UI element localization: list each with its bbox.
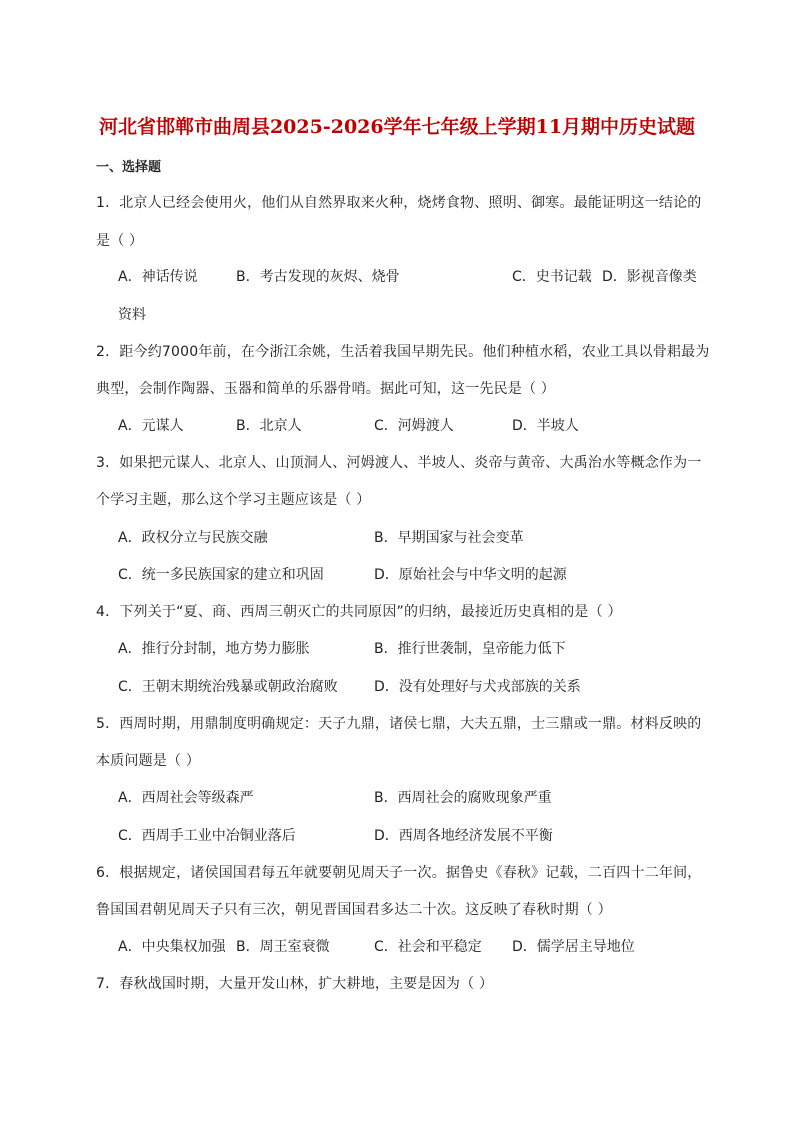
question-3-option-d: D．原始社会与中华文明的起源 (374, 567, 567, 583)
question-4-option-d: D．没有处理好与犬戎部族的关系 (374, 679, 581, 695)
question-6-stem-line2: 鲁国国君朝见周天子只有三次，朝见晋国国君多达二十次。这反映了春秋时期（ ） (96, 902, 612, 918)
question-3-stem-line1: 3．如果把元谋人、北京人、山顶洞人、河姆渡人、半坡人、炎帝与黄帝、大禹治水等概念作为一 (96, 455, 702, 471)
question-5-stem-line2: 本质问题是（ ） (96, 753, 201, 769)
question-2-stem-line2: 典型，会制作陶器、玉器和简单的乐器骨哨。据此可知，这一先民是（ ） (96, 381, 556, 397)
question-5-option-c: C．西周手工业中冶铜业落后 (118, 828, 296, 844)
question-7-stem-line1: 7．春秋战国时期，大量开发山林，扩大耕地，主要是因为（ ） (96, 976, 494, 992)
question-2-option-d: D．半坡人 (512, 418, 579, 434)
page-title: 河北省邯郸市曲周县2025-2026学年七年级上学期11月期中历史试题 (98, 116, 696, 138)
question-5-stem-line1: 5．西周时期，用鼎制度明确规定：天子九鼎，诸侯七鼎，大夫五鼎，士三鼎或一鼎。材料反映的 (96, 716, 702, 732)
question-3-option-a: A．政权分立与民族交融 (118, 530, 268, 546)
question-3-option-b: B．早期国家与社会变革 (374, 530, 524, 546)
question-1-option-d: D．影视音像类 (602, 269, 697, 285)
question-1-stem-line1: 1．北京人已经会使用火，他们从自然界取来火种，烧烤食物、照明、御寒。最能证明这一结论的 (96, 195, 702, 211)
question-6-option-b: B．周王室衰微 (236, 939, 330, 955)
question-4-option-b: B．推行世袭制，皇帝能力低下 (374, 641, 566, 657)
question-5-option-a: A．西周社会等级森严 (118, 790, 254, 806)
question-6-option-d: D．儒学居主导地位 (512, 939, 635, 955)
question-4-option-a: A．推行分封制，地方势力膨胀 (118, 641, 310, 657)
question-2-stem-line1: 2．距今约7000年前，在今浙江余姚，生活着我国早期先民。他们种植水稻，农业工具以骨耜最为 (96, 344, 710, 360)
question-4-option-c: C．王朝末期统治残暴或朝政治腐败 (118, 679, 338, 695)
section-heading: 一、选择题 (96, 160, 162, 175)
question-5-option-d: D．西周各地经济发展不平衡 (374, 828, 553, 844)
question-5-option-b: B．西周社会的腐败现象严重 (374, 790, 552, 806)
question-3-stem-line2: 个学习主题，那么这个学习主题应该是（ ） (96, 492, 371, 508)
question-6-stem-line1: 6．根据规定，诸侯国国君每五年就要朝见周天子一次。据鲁史《春秋》记载，二百四十二年间， (96, 865, 702, 881)
question-2-option-a: A．元谋人 (118, 418, 184, 434)
question-6-option-c: C．社会和平稳定 (374, 939, 482, 955)
question-3-option-c: C．统一多民族国家的建立和巩固 (118, 567, 324, 583)
question-1-stem-line2: 是（ ） (96, 233, 144, 249)
question-4-stem-line1: 4．下列关于“夏、商、西周三朝灭亡的共同原因”的归纳，最接近历史真相的是（ ） (96, 604, 622, 620)
question-1-option-a: A．神话传说 (118, 269, 198, 285)
question-1-option-b: B．考古发现的灰烬、烧骨 (236, 269, 400, 285)
question-2-option-b: B．北京人 (236, 418, 302, 434)
question-2-option-c: C．河姆渡人 (374, 418, 454, 434)
question-1-option-d-cont: 资料 (118, 307, 146, 323)
question-6-option-a: A．中央集权加强 (118, 939, 226, 955)
question-1-option-c: C．史书记载 (512, 269, 592, 285)
